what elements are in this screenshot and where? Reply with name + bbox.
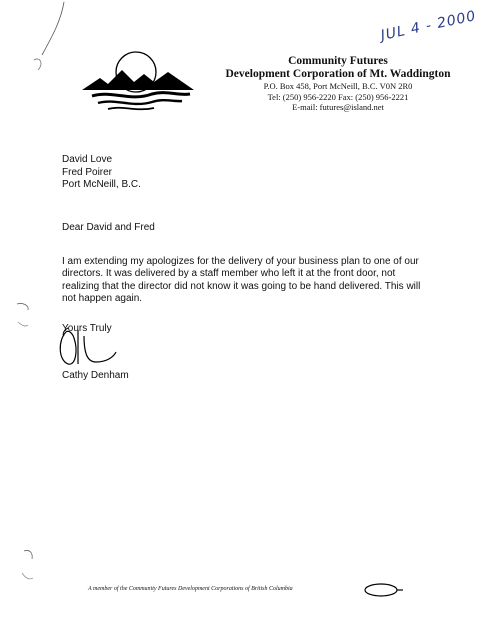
org-name-line1: Community Futures — [288, 55, 388, 67]
handwritten-date: JUL 4 - 2000 — [379, 8, 478, 44]
closing: Yours Truly — [62, 323, 112, 334]
footer-text: A member of the Community Futures Development Corporations of British Columbia — [88, 586, 293, 592]
recipient-line3: Port McNeill, B.C. — [62, 179, 141, 190]
org-phone-fax: Tel: (250) 956-2220 Fax: (250) 956-2221 — [267, 91, 409, 102]
scan-mark-mid-left — [14, 300, 34, 330]
org-name-line2: Development Corporation of Mt. Waddington — [225, 68, 451, 80]
mountain-sun-logo — [78, 50, 198, 112]
cfdc-logo — [363, 583, 403, 597]
organization-header — [198, 55, 478, 113]
org-address: P.O. Box 458, Port McNeill, B.C. V0N 2R0 — [263, 81, 413, 91]
salutation: Dear David and Fred — [62, 222, 155, 233]
recipient-line1: David Love — [62, 154, 113, 165]
handwritten-signature — [56, 326, 128, 370]
letter-body: I am extending my apologizes for the delivery of your business plan to one of our directors. It was delivered by a staff member who left it at the front door, not realizing that the director did not know it was going to be hand delivered. This will not happen again. — [62, 256, 421, 304]
recipient-address — [62, 154, 141, 192]
org-email: E-mail: futures@island.net — [292, 102, 384, 112]
recipient-line2: Fred Poirer — [62, 166, 113, 178]
scan-mark-bottom-left — [18, 545, 38, 585]
scan-mark-top-left — [28, 0, 68, 70]
signer-name: Cathy Denham — [62, 370, 129, 381]
